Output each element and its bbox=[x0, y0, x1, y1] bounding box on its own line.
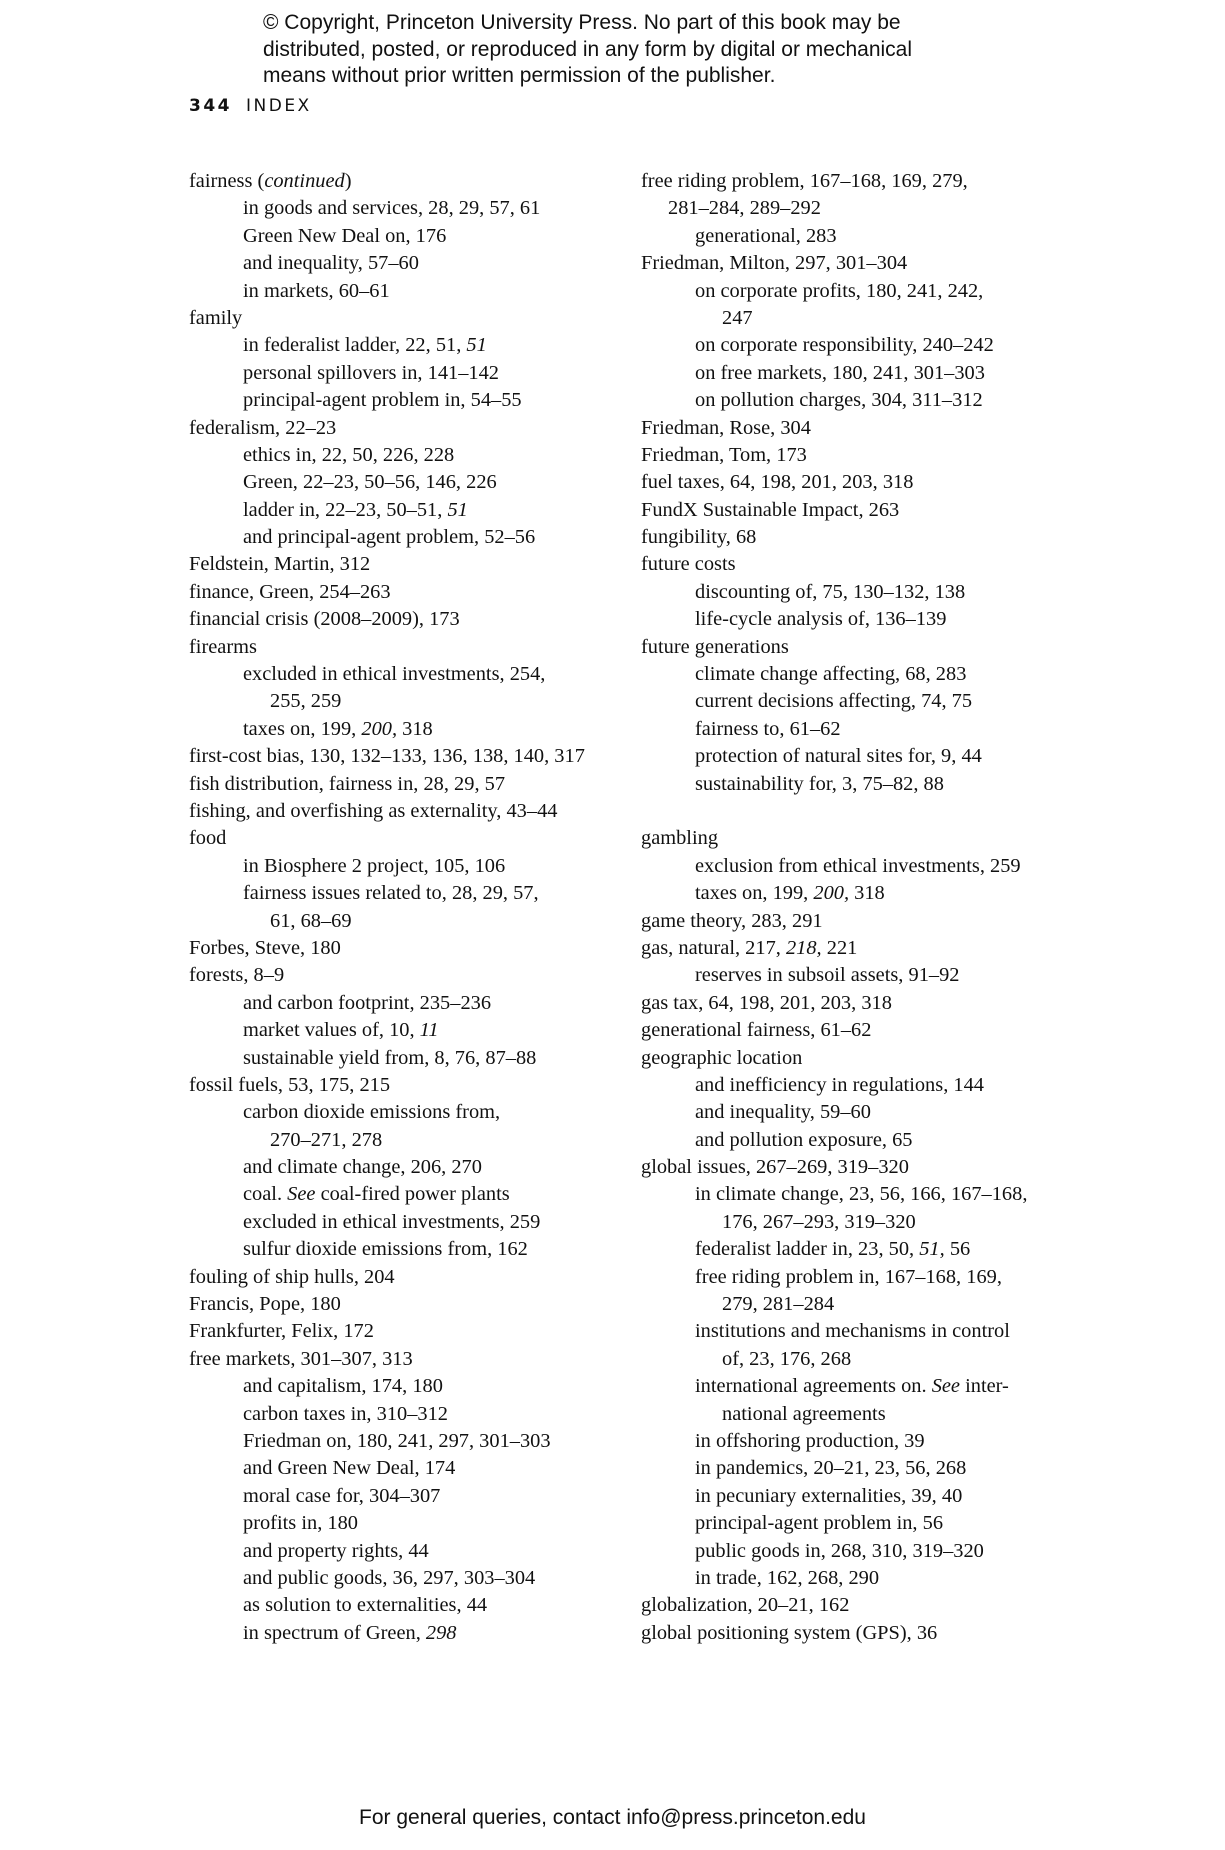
index-entry: free markets, 301–307, 313 bbox=[189, 1347, 413, 1370]
index-subentry: market values of, 10, 11 bbox=[243, 1019, 439, 1042]
index-entry: forests, 8–9 bbox=[189, 964, 285, 987]
index-subentry: 255, 259 bbox=[270, 690, 342, 713]
index-subentry: and principal-agent problem, 52–56 bbox=[243, 526, 536, 549]
index-entry: fishing, and overfishing as externality, 43–44 bbox=[189, 799, 558, 822]
index-subentry: in federalist ladder, 22, 51, 51 bbox=[243, 334, 487, 357]
spacer bbox=[641, 798, 1081, 825]
index-subentry: as solution to externalities, 44 bbox=[243, 1594, 488, 1617]
index-subentry: taxes on, 199, 200, 318 bbox=[695, 882, 885, 905]
index-subentry: national agreements bbox=[722, 1402, 886, 1425]
index-subentry: ladder in, 22–23, 50–51, 51 bbox=[243, 498, 468, 521]
index-subentry: 279, 281–284 bbox=[722, 1293, 835, 1316]
index-subentry: reserves in subsoil assets, 91–92 bbox=[695, 964, 960, 987]
index-entry: generational fairness, 61–62 bbox=[641, 1019, 872, 1042]
index-subentry: Green New Deal on, 176 bbox=[243, 224, 447, 247]
index-entry: Feldstein, Martin, 312 bbox=[189, 553, 371, 576]
page-number: 344 bbox=[189, 96, 232, 116]
index-entry: future generations bbox=[641, 635, 789, 658]
index-subentry: excluded in ethical investments, 254, bbox=[243, 663, 546, 686]
index-subentry: and inequality, 59–60 bbox=[695, 1101, 871, 1124]
index-entry: Frankfurter, Felix, 172 bbox=[189, 1320, 374, 1343]
index-entry: Friedman, Tom, 173 bbox=[641, 443, 807, 466]
index-subentry: in markets, 60–61 bbox=[243, 279, 390, 302]
index-entry: Forbes, Steve, 180 bbox=[189, 936, 341, 959]
index-subentry: on free markets, 180, 241, 301–303 bbox=[695, 361, 985, 384]
index-subentry: carbon dioxide emissions from, bbox=[243, 1101, 501, 1124]
index-subentry: 176, 267–293, 319–320 bbox=[722, 1210, 916, 1233]
footer-contact: For general queries, contact info@press.princeton.edu bbox=[359, 1806, 866, 1829]
index-entry: gas, natural, 217, 218, 221 bbox=[641, 936, 858, 959]
index-subentry: in spectrum of Green, 298 bbox=[243, 1621, 457, 1644]
index-subentry: 247 bbox=[722, 306, 753, 329]
index-subentry: on corporate profits, 180, 241, 242, bbox=[695, 279, 984, 302]
index-subentry: fairness to, 61–62 bbox=[695, 717, 841, 740]
index-subentry: exclusion from ethical investments, 259 bbox=[695, 854, 1021, 877]
copyright-line: © Copyright, Princeton University Press. No part of this book may be bbox=[263, 11, 901, 34]
index-entry: financial crisis (2008–2009), 173 bbox=[189, 608, 460, 631]
index-subentry: of, 23, 176, 268 bbox=[722, 1347, 852, 1370]
index-entry: global issues, 267–269, 319–320 bbox=[641, 1156, 909, 1179]
index-entry: future costs bbox=[641, 553, 736, 576]
index-subentry: fairness issues related to, 28, 29, 57, bbox=[243, 882, 539, 905]
copyright-line: distributed, posted, or reproduced in any form by digital or mechanical bbox=[263, 37, 913, 61]
index-entry: gambling bbox=[641, 827, 719, 850]
index-subentry: on pollution charges, 304, 311–312 bbox=[695, 389, 983, 412]
index-subentry: profits in, 180 bbox=[243, 1512, 358, 1535]
index-column-right bbox=[641, 168, 1081, 1647]
index-entry: food bbox=[189, 827, 227, 850]
index-subentry: personal spillovers in, 141–142 bbox=[243, 361, 499, 384]
index-entry: geographic location bbox=[641, 1046, 803, 1069]
index-subentry: and carbon footprint, 235–236 bbox=[243, 991, 492, 1014]
index-entry: globalization, 20–21, 162 bbox=[641, 1594, 850, 1617]
index-subentry: and Green New Deal, 174 bbox=[243, 1457, 456, 1480]
index-entry: Francis, Pope, 180 bbox=[189, 1293, 341, 1316]
index-subentry: sustainable yield from, 8, 76, 87–88 bbox=[243, 1046, 537, 1069]
index-entry: fouling of ship hulls, 204 bbox=[189, 1265, 395, 1288]
header-title: INDEX bbox=[246, 96, 312, 116]
index-subentry: sulfur dioxide emissions from, 162 bbox=[243, 1238, 528, 1261]
index-subentry: excluded in ethical investments, 259 bbox=[243, 1210, 541, 1233]
running-header bbox=[189, 96, 312, 116]
index-subentry: Green, 22–23, 50–56, 146, 226 bbox=[243, 471, 497, 494]
index-subentry: 61, 68–69 bbox=[270, 909, 352, 932]
index-subentry: and property rights, 44 bbox=[243, 1539, 429, 1562]
index-subentry: federalist ladder in, 23, 50, 51, 56 bbox=[695, 1238, 971, 1261]
index-entry: Friedman, Rose, 304 bbox=[641, 416, 811, 439]
index-subentry: international agreements on. See inter- bbox=[695, 1375, 1009, 1398]
index-subentry: principal-agent problem in, 54–55 bbox=[243, 389, 522, 412]
index-subentry: in trade, 162, 268, 290 bbox=[695, 1566, 880, 1589]
index-entry: FundX Sustainable Impact, 263 bbox=[641, 498, 900, 521]
index-subentry: in Biosphere 2 project, 105, 106 bbox=[243, 854, 506, 877]
index-subentry: on corporate responsibility, 240–242 bbox=[695, 334, 994, 357]
index-entry: gas tax, 64, 198, 201, 203, 318 bbox=[641, 991, 892, 1014]
index-subentry: sustainability for, 3, 75–82, 88 bbox=[695, 772, 944, 795]
index-subentry: taxes on, 199, 200, 318 bbox=[243, 717, 433, 740]
index-subentry: in goods and services, 28, 29, 57, 61 bbox=[243, 197, 541, 220]
index-subentry: institutions and mechanisms in control bbox=[695, 1320, 1010, 1343]
index-subentry: in pecuniary externalities, 39, 40 bbox=[695, 1484, 963, 1507]
index-subentry: and climate change, 206, 270 bbox=[243, 1156, 482, 1179]
index-subentry: discounting of, 75, 130–132, 138 bbox=[695, 580, 966, 603]
index-entry: firearms bbox=[189, 635, 257, 658]
index-subentry: and capitalism, 174, 180 bbox=[243, 1375, 443, 1398]
index-entry: free riding problem, 167–168, 169, 279, bbox=[641, 170, 968, 192]
index-entry: first-cost bias, 130, 132–133, 136, 138, 140, 317 bbox=[189, 745, 585, 768]
index-subentry: in pandemics, 20–21, 23, 56, 268 bbox=[695, 1457, 967, 1480]
index-subentry: in offshoring production, 39 bbox=[695, 1429, 925, 1452]
index-subentry: Friedman on, 180, 241, 297, 301–303 bbox=[243, 1429, 551, 1452]
index-entry: fish distribution, fairness in, 28, 29, 57 bbox=[189, 772, 506, 795]
index-entry: fairness (continued) bbox=[189, 170, 352, 192]
index-entry: game theory, 283, 291 bbox=[641, 909, 823, 932]
index-subentry: and pollution exposure, 65 bbox=[695, 1128, 913, 1151]
index-entry: fungibility, 68 bbox=[641, 526, 757, 549]
index-entry: fuel taxes, 64, 198, 201, 203, 318 bbox=[641, 471, 914, 494]
index-subentry: current decisions affecting, 74, 75 bbox=[695, 690, 973, 713]
index-subentry: 270–271, 278 bbox=[270, 1128, 383, 1151]
index-entry: 281–284, 289–292 bbox=[668, 197, 821, 220]
index-subentry: life-cycle analysis of, 136–139 bbox=[695, 608, 947, 631]
index-subentry: public goods in, 268, 310, 319–320 bbox=[695, 1539, 984, 1562]
index-subentry: generational, 283 bbox=[695, 224, 837, 247]
index-subentry: and inequality, 57–60 bbox=[243, 252, 419, 275]
index-subentry: moral case for, 304–307 bbox=[243, 1484, 441, 1507]
index-subentry: climate change affecting, 68, 283 bbox=[695, 663, 967, 686]
index-entry: family bbox=[189, 306, 243, 329]
index-entry: Friedman, Milton, 297, 301–304 bbox=[641, 252, 908, 275]
index-subentry: in climate change, 23, 56, 166, 167–168, bbox=[695, 1183, 1028, 1206]
copyright-line: means without prior written permission of the publisher. bbox=[263, 64, 776, 87]
index-subentry: coal. See coal-fired power plants bbox=[243, 1183, 510, 1206]
copyright-notice bbox=[263, 10, 1023, 90]
index-subentry: protection of natural sites for, 9, 44 bbox=[695, 745, 982, 768]
index-subentry: and public goods, 36, 297, 303–304 bbox=[243, 1566, 536, 1589]
index-entry: global positioning system (GPS), 36 bbox=[641, 1621, 938, 1644]
index-column-left bbox=[189, 168, 629, 1647]
index-subentry: and inefficiency in regulations, 144 bbox=[695, 1073, 984, 1096]
index-subentry: free riding problem in, 167–168, 169, bbox=[695, 1265, 1002, 1288]
index-subentry: principal-agent problem in, 56 bbox=[695, 1512, 944, 1535]
index-subentry: carbon taxes in, 310–312 bbox=[243, 1402, 448, 1425]
index-entry: federalism, 22–23 bbox=[189, 416, 337, 439]
index-subentry: ethics in, 22, 50, 226, 228 bbox=[243, 443, 455, 466]
index-entry: fossil fuels, 53, 175, 215 bbox=[189, 1073, 391, 1096]
index-entry: finance, Green, 254–263 bbox=[189, 580, 391, 603]
